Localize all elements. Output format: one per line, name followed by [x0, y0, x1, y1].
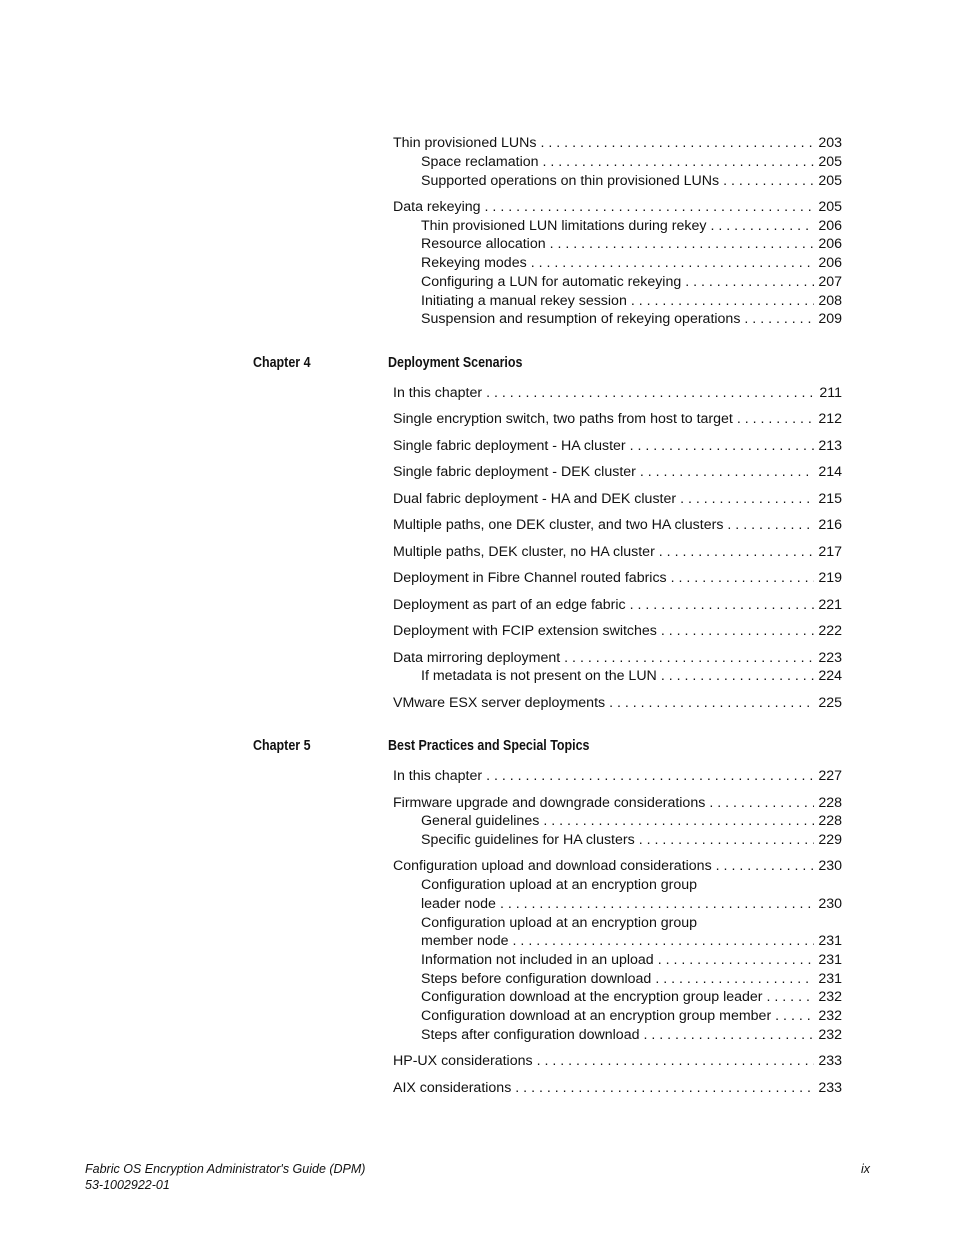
toc-entry-title: HP-UX considerations: [393, 1053, 533, 1069]
toc-subentry[interactable]: [421, 1026, 842, 1045]
dot-leader: [639, 831, 815, 850]
toc-entry-page: 229: [818, 832, 842, 848]
toc-subentry[interactable]: [421, 812, 842, 831]
toc-entry-title: Single fabric deployment - DEK cluster: [393, 464, 636, 480]
toc-subentry[interactable]: [421, 217, 842, 236]
dot-leader: [485, 198, 815, 217]
toc-entry[interactable]: [393, 490, 842, 509]
toc-entry-page: 224: [818, 668, 842, 684]
toc-entry-page: 232: [818, 1027, 842, 1043]
toc-subentry[interactable]: [421, 273, 842, 292]
toc-subentry[interactable]: [421, 667, 842, 686]
toc-entry[interactable]: [393, 694, 842, 713]
toc-entry-title: VMware ESX server deployments: [393, 695, 606, 711]
toc-entry-page: 230: [818, 858, 842, 874]
dot-leader: [541, 134, 815, 153]
toc-subentry[interactable]: [421, 254, 842, 273]
toc-entry[interactable]: [393, 596, 842, 615]
toc-entry-page: 227: [818, 768, 842, 784]
toc-entry-title: Deployment with FCIP extension switches: [393, 623, 657, 639]
toc-subentry[interactable]: [421, 951, 842, 970]
dot-leader: [659, 543, 815, 562]
toc-entry-page: 230: [818, 896, 842, 912]
toc-entry-page: 213: [818, 438, 842, 454]
toc-entry-page: 211: [819, 385, 842, 401]
toc-entry-title: In this chapter: [393, 385, 483, 401]
toc-entry-page: 206: [818, 255, 842, 271]
chapter-title[interactable]: Best Practices and Special Topics: [388, 738, 590, 754]
dot-leader: [486, 767, 814, 786]
toc-entry-title: Resource allocation: [421, 236, 546, 252]
toc-entry-title: In this chapter: [393, 768, 483, 784]
toc-entry-page: 209: [818, 311, 842, 327]
toc-entry-page: 228: [818, 795, 842, 811]
toc-entry-title: General guidelines: [421, 813, 540, 829]
toc-entry-title: Space reclamation: [421, 154, 539, 170]
toc-entry-title: Single encryption switch, two paths from host to target: [393, 411, 733, 427]
dot-leader: [680, 490, 814, 509]
dot-leader: [531, 254, 815, 273]
toc-subentry[interactable]: [421, 932, 842, 951]
toc-entry-title: Steps before configuration download: [421, 971, 652, 987]
toc-entry[interactable]: [393, 516, 842, 535]
toc-entry[interactable]: [393, 857, 842, 876]
toc-entry-page: 205: [818, 173, 842, 189]
dot-leader: [537, 1052, 815, 1071]
toc-entry-title: Initiating a manual rekey session: [421, 293, 627, 309]
toc-entry-page: 231: [818, 952, 842, 968]
toc-entry-page: 214: [818, 464, 842, 480]
toc-subentry[interactable]: [421, 292, 842, 311]
toc-entry[interactable]: [393, 1079, 842, 1098]
dot-leader: [640, 463, 814, 482]
dot-leader: [775, 1007, 814, 1026]
toc-entry-title: Single fabric deployment - HA cluster: [393, 438, 626, 454]
toc-subentry[interactable]: [421, 831, 842, 850]
toc-entry-page: 206: [818, 236, 842, 252]
chapter-label: Chapter 4: [253, 355, 311, 371]
toc-entry-page: 233: [818, 1080, 842, 1096]
dot-leader: [727, 516, 814, 535]
dot-leader: [500, 895, 814, 914]
toc-entry-title: Rekeying modes: [421, 255, 527, 271]
toc-entry-page: 228: [818, 813, 842, 829]
toc-entry-page: 233: [818, 1053, 842, 1069]
toc-entry-page: 206: [818, 218, 842, 234]
toc-subentry[interactable]: [421, 876, 842, 895]
dot-leader: [744, 310, 814, 329]
footer-page-number: ix: [861, 1162, 871, 1176]
dot-leader: [767, 988, 815, 1007]
dot-leader: [564, 649, 814, 668]
toc-entry-title: Configuration upload and download considerations: [393, 858, 712, 874]
toc-entry-page: 212: [818, 411, 842, 427]
toc-entry-title: Thin provisioned LUNs: [393, 135, 537, 151]
chapter-title[interactable]: Deployment Scenarios: [388, 355, 523, 371]
toc-entry[interactable]: [393, 463, 842, 482]
dot-leader: [661, 622, 814, 641]
toc-entry-title: Firmware upgrade and downgrade considerations: [393, 795, 706, 811]
dot-leader: [543, 153, 815, 172]
dot-leader: [655, 970, 814, 989]
toc-entry-title: Configuration upload at an encryption group: [421, 915, 698, 931]
toc-entry-page: 231: [818, 971, 842, 987]
toc-entry-title: Configuration download at an encryption group member: [421, 1008, 772, 1024]
toc-entry-page: 219: [818, 570, 842, 586]
toc-entry-page: 232: [818, 1008, 842, 1024]
dot-leader: [515, 1079, 814, 1098]
dot-leader: [630, 437, 815, 456]
dot-leader: [685, 273, 814, 292]
toc-entry-page: 216: [818, 517, 842, 533]
toc-entry-title: member node: [421, 933, 509, 949]
dot-leader: [716, 857, 815, 876]
toc-entry-title: AIX considerations: [393, 1080, 512, 1096]
toc-subentry[interactable]: [421, 988, 842, 1007]
toc-entry-title: Steps after configuration download: [421, 1027, 640, 1043]
toc-subentry[interactable]: [421, 970, 842, 989]
toc-entry[interactable]: [393, 622, 842, 641]
toc-entry-page: 205: [818, 199, 842, 215]
dot-leader: [643, 1026, 814, 1045]
toc-entry[interactable]: [393, 437, 842, 456]
toc-subentry[interactable]: [421, 1007, 842, 1026]
toc-entry-title: leader node: [421, 896, 496, 912]
toc-entry-page: 222: [818, 623, 842, 639]
toc-subentry[interactable]: [421, 172, 842, 191]
toc-entry[interactable]: [393, 384, 842, 403]
toc-subentry[interactable]: [421, 914, 842, 933]
toc-entry-page: 207: [818, 274, 842, 290]
toc-entry-page: 232: [818, 989, 842, 1005]
toc-entry[interactable]: [393, 410, 842, 429]
toc-entry[interactable]: [393, 198, 842, 217]
toc-entry-title: Configuring a LUN for automatic rekeying: [421, 274, 682, 290]
toc-entry-title: Information not included in an upload: [421, 952, 654, 968]
toc-subentry[interactable]: [421, 235, 842, 254]
toc-entry-title: Deployment in Fibre Channel routed fabrics: [393, 570, 667, 586]
toc-entry-page: 223: [818, 650, 842, 666]
toc-entry-title: Multiple paths, DEK cluster, no HA cluster: [393, 544, 655, 560]
dot-leader: [658, 951, 815, 970]
chapter-label: Chapter 5: [253, 738, 311, 754]
toc-entry-title: Thin provisioned LUN limitations during rekey: [421, 218, 707, 234]
toc-entry[interactable]: [393, 1052, 842, 1071]
toc-entry-page: 215: [818, 491, 842, 507]
toc-entry-title: Configuration download at the encryption group leader: [421, 989, 763, 1005]
toc-entry-title: Configuration upload at an encryption group: [421, 877, 698, 893]
dot-leader: [737, 410, 814, 429]
toc-entry-title: Deployment as part of an edge fabric: [393, 597, 626, 613]
toc-entry[interactable]: [393, 569, 842, 588]
dot-leader: [631, 292, 814, 311]
toc-entry-title: Data rekeying: [393, 199, 481, 215]
dot-leader: [609, 694, 814, 713]
dot-leader: [543, 812, 814, 831]
toc-entry-page: 225: [818, 695, 842, 711]
dot-leader: [709, 794, 814, 813]
toc-entry-title: Supported operations on thin provisioned LUNs: [421, 173, 720, 189]
footer-document-title: Fabric OS Encryption Administrator's Guide (DPM): [85, 1162, 366, 1176]
footer-document-number: 53-1002922-01: [85, 1178, 170, 1192]
toc-subentry[interactable]: [421, 895, 842, 914]
dot-leader: [723, 172, 814, 191]
toc-entry-page: 203: [818, 135, 842, 151]
toc-subentry[interactable]: [421, 153, 842, 172]
toc-entry-title: Suspension and resumption of rekeying operations: [421, 311, 741, 327]
dot-leader: [661, 667, 815, 686]
toc-entry-title: Dual fabric deployment - HA and DEK cluster: [393, 491, 677, 507]
toc-entry[interactable]: [393, 649, 842, 668]
dot-leader: [671, 569, 815, 588]
dot-leader: [710, 217, 814, 236]
toc-entry[interactable]: [393, 794, 842, 813]
toc-entry[interactable]: [393, 767, 842, 786]
toc-entry-title: Specific guidelines for HA clusters: [421, 832, 635, 848]
toc-subentry[interactable]: [421, 310, 842, 329]
toc-entry-page: 221: [818, 597, 842, 613]
dot-leader: [630, 596, 815, 615]
toc-entry-page: 217: [818, 544, 842, 560]
dot-leader: [513, 932, 815, 951]
toc-entry-title: Data mirroring deployment: [393, 650, 561, 666]
toc-entry[interactable]: [393, 543, 842, 562]
toc-entry-title: If metadata is not present on the LUN: [421, 668, 657, 684]
dot-leader: [550, 235, 815, 254]
toc-entry[interactable]: [393, 134, 842, 153]
toc-entry-title: Multiple paths, one DEK cluster, and two HA clusters: [393, 517, 724, 533]
dot-leader: [486, 384, 815, 403]
toc-entry-page: 231: [818, 933, 842, 949]
toc-entry-page: 208: [818, 293, 842, 309]
toc-entry-page: 205: [818, 154, 842, 170]
